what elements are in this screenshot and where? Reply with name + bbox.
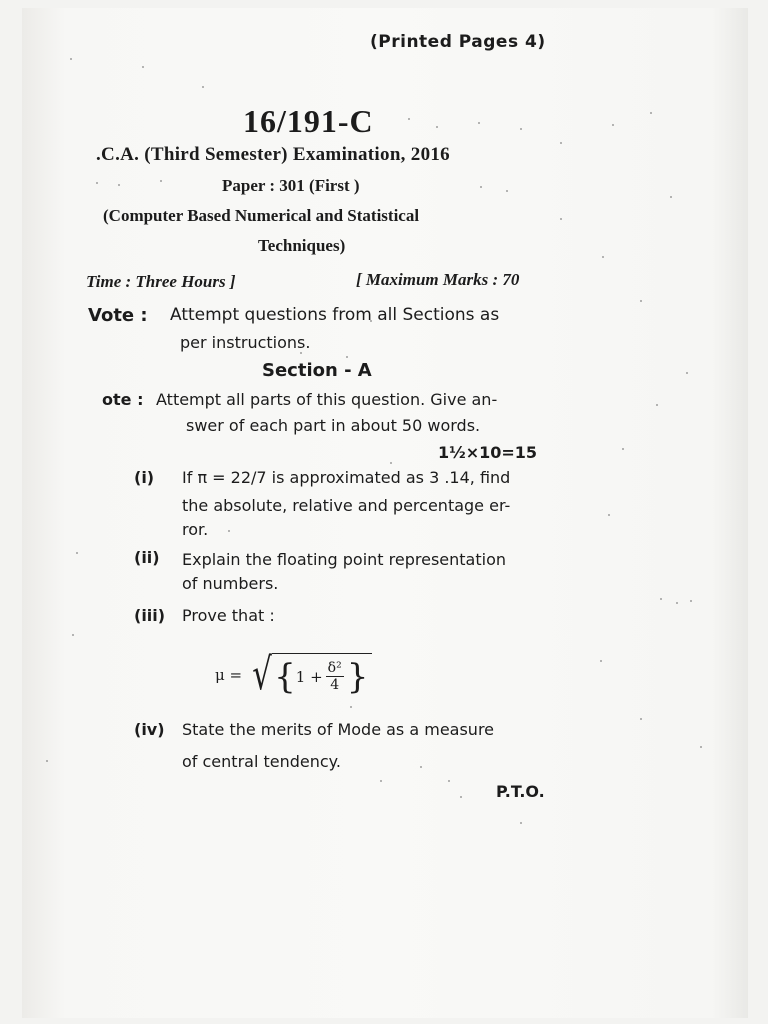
maximum-marks: [ Maximum Marks : 70: [356, 270, 520, 289]
question-number: (iii): [134, 606, 166, 625]
general-note-line-2: per instructions.: [180, 333, 311, 352]
printed-pages-note: (Printed Pages 4): [370, 32, 546, 52]
marks-distribution: 1½×10=15: [438, 443, 538, 462]
general-note-label: Vote :: [88, 305, 148, 326]
square-root: [248, 649, 372, 700]
question-line: of central tendency.: [182, 752, 341, 771]
right-brace: }: [346, 656, 369, 697]
subject-title-line-1: (Computer Based Numerical and Statistical: [103, 206, 420, 225]
section-note-label: ote :: [102, 390, 144, 409]
radicand: [272, 653, 372, 697]
fraction: [326, 660, 344, 693]
section-note-line-2: swer of each part in about 50 words.: [186, 416, 481, 435]
formula: [215, 647, 372, 703]
question-line: ror.: [182, 520, 209, 539]
formula-one-plus: 1 +: [295, 667, 323, 686]
question-line: Prove that :: [182, 606, 275, 625]
section-note-line-1: Attempt all parts of this question. Give an-: [156, 390, 498, 409]
fraction-denominator: 4: [330, 677, 340, 693]
question-line: the absolute, relative and percentage er-: [182, 496, 511, 515]
paper-number: Paper : 301 (First ): [222, 176, 360, 195]
section-heading: Section - A: [262, 360, 372, 381]
left-brace: {: [274, 656, 296, 697]
radical-sign: √: [252, 649, 272, 700]
formula-lhs: μ =: [215, 666, 243, 684]
paper-code: 16/191-C: [243, 103, 374, 139]
time-allowed: Time : Three Hours ]: [86, 272, 236, 291]
question-number: (i): [134, 468, 155, 487]
question-line: If π = 22/7 is approximated as 3 .14, find: [182, 468, 511, 487]
question-number: (ii): [134, 548, 160, 567]
please-turn-over: P.T.O.: [496, 782, 545, 801]
question-number: (iv): [134, 720, 165, 739]
exam-title: .C.A. (Third Semester) Examination, 2016: [96, 144, 450, 165]
question-line: State the merits of Mode as a measure: [182, 720, 495, 739]
fraction-numerator: δ²: [327, 660, 342, 676]
question-line: of numbers.: [182, 574, 279, 593]
general-note-line-1: Attempt questions from all Sections as: [170, 305, 500, 325]
subject-title-line-2: Techniques): [258, 236, 346, 255]
question-line: Explain the floating point representation: [182, 550, 507, 569]
